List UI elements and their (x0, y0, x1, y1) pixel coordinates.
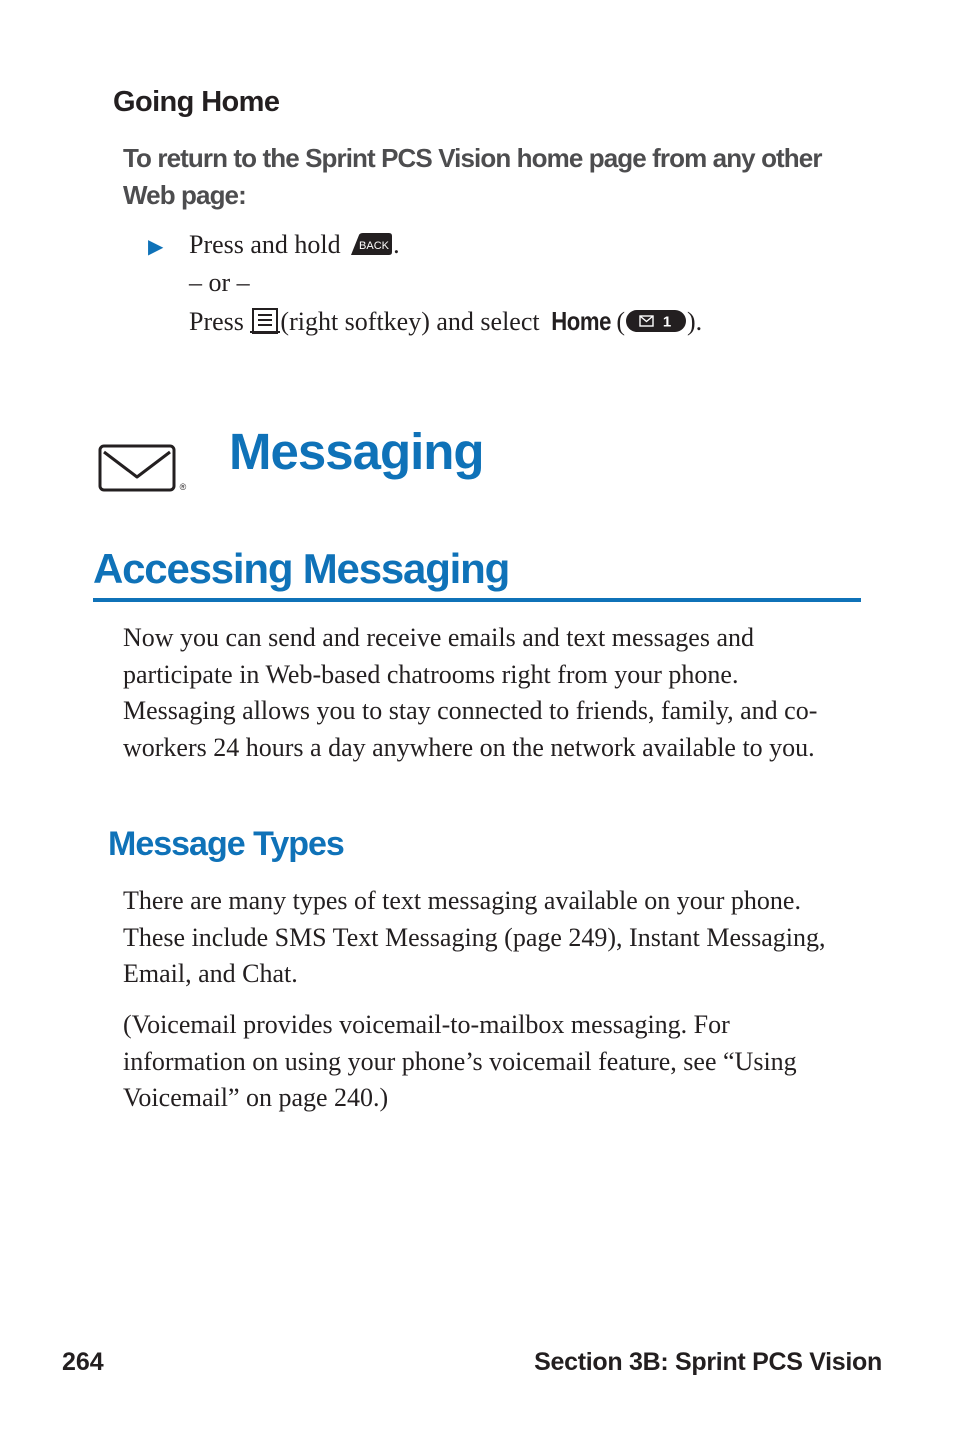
step1-end: . (393, 230, 400, 259)
step-press-and-hold (189, 230, 400, 260)
envelope-icon (98, 444, 190, 494)
or-separator: – or – (189, 268, 250, 297)
one-key-label: 1 (662, 313, 672, 331)
back-key-icon (347, 231, 393, 257)
step2-press: Press (189, 307, 244, 336)
registered-mark: ® (179, 482, 187, 492)
voicemail-paragraph: (Voicemail provides voicemail-to-mailbox messaging. For information on using your phone’s voicemail feature, see “Using Voicemail” on page 240.) (123, 1010, 797, 1112)
step-press-softkey (189, 306, 702, 337)
page-number: 264 (62, 1348, 104, 1376)
envelope-1-key-icon (625, 309, 687, 333)
footer-section-label: Section 3B: Sprint PCS Vision (534, 1348, 882, 1376)
back-key-label: BACK (359, 240, 390, 252)
message-types-paragraph: There are many types of text messaging available on your phone. These include SMS Text Messaging (page 249), Instant Messaging, Email, and Chat. (123, 886, 826, 988)
chapter-title: Messaging (229, 423, 484, 480)
right-softkey-icon (250, 307, 280, 335)
step2-open-paren: ( (616, 307, 626, 336)
step1-text: Press and hold (189, 230, 341, 259)
home-label: Home (551, 306, 612, 336)
section-rule (93, 598, 861, 602)
section-title: Accessing Messaging (93, 545, 510, 592)
subsection-heading-going-home: Going Home (113, 86, 280, 118)
triangle-right-icon: ▶ (148, 236, 164, 258)
subsection-title: Message Types (108, 825, 344, 863)
intro-paragraph: Now you can send and receive emails and text messages and participate in Web-based chatrooms right from your phone. Messaging allows you to stay connected to friends, family, and co-workers 24 hours a day anywhere on the network available to you. (123, 623, 818, 762)
instruction-text: To return to the Sprint PCS Vision home page from any other Web page: (123, 143, 822, 210)
step2-mid: (right softkey) and select (280, 307, 540, 336)
step2-close-paren: ). (687, 307, 703, 336)
